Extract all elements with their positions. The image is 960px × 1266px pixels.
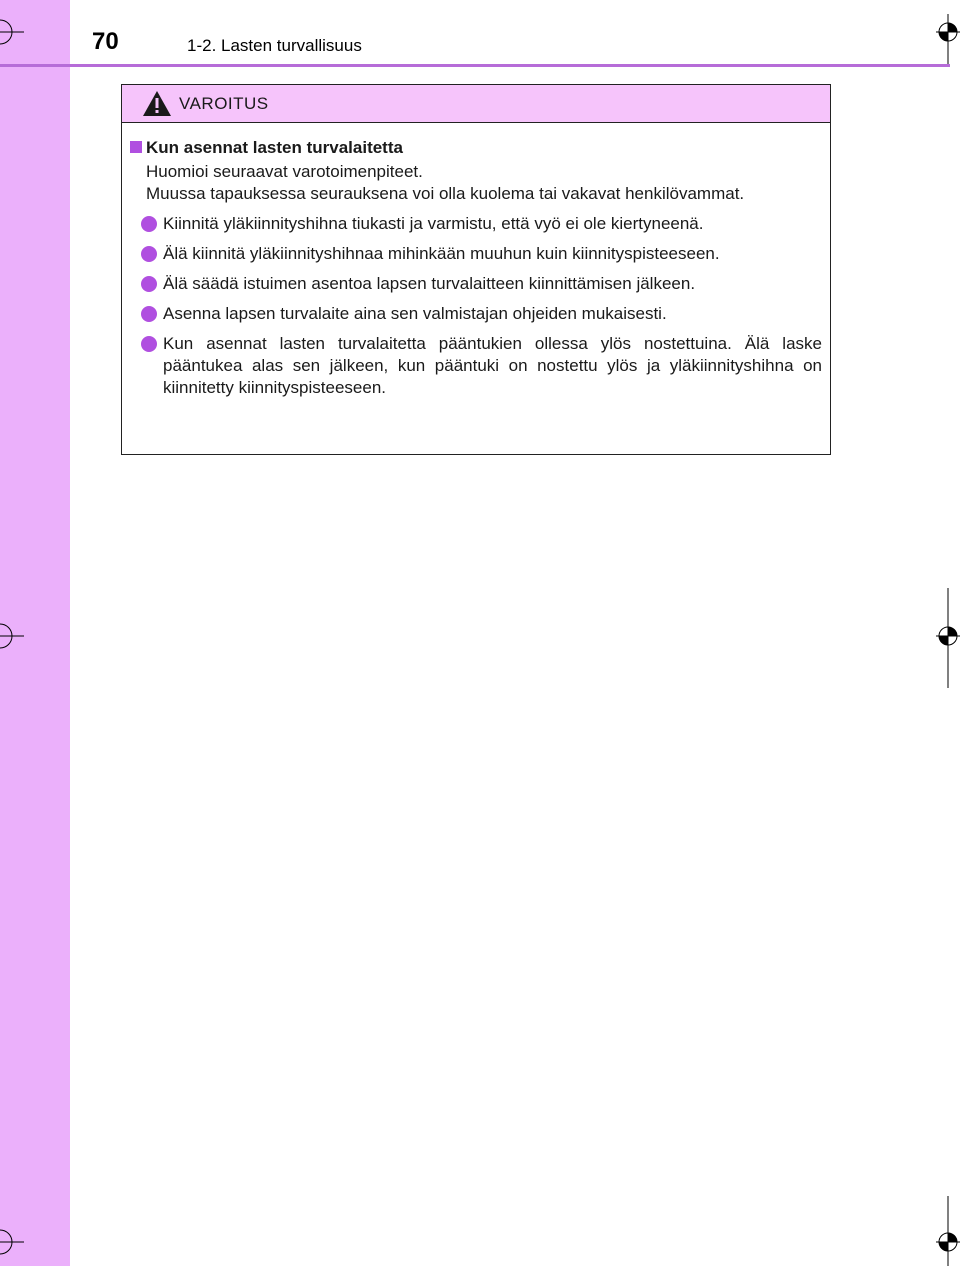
warning-box xyxy=(121,84,831,455)
list-item-text: Älä säädä istuimen asentoa lapsen turvalaitteen kiinnittämisen jälkeen. xyxy=(163,274,696,293)
registration-mark-icon xyxy=(936,14,960,64)
registration-mark-icon xyxy=(0,616,24,656)
round-bullet-icon xyxy=(141,216,157,232)
registration-mark-icon xyxy=(936,1196,960,1266)
warning-label: VAROITUS xyxy=(179,94,269,113)
warning-subheading xyxy=(122,137,830,159)
subheading-text: Kun asennat lasten turvalaitetta xyxy=(146,138,403,157)
warning-item-list xyxy=(122,213,830,399)
registration-mark-icon xyxy=(936,588,960,688)
list-item xyxy=(122,333,830,399)
warning-body xyxy=(122,123,830,399)
round-bullet-icon xyxy=(141,246,157,262)
registration-mark-icon xyxy=(0,1226,24,1266)
list-item xyxy=(122,273,830,295)
list-item-text: Älä kiinnitä yläkiinnityshihnaa mihinkään muuhun kuin kiinnityspisteeseen. xyxy=(163,244,720,263)
list-item xyxy=(122,303,830,325)
section-title: 1-2. Lasten turvallisuus xyxy=(187,36,362,55)
round-bullet-icon xyxy=(141,306,157,322)
warning-header xyxy=(122,85,830,123)
header-divider xyxy=(0,64,950,67)
registration-mark-icon xyxy=(0,14,24,50)
intro-line: Muussa tapauksessa seurauksena voi olla kuolema tai vakavat henkilövammat. xyxy=(146,184,745,203)
list-item-text: Kun asennat lasten turvalaitetta pääntukien ollessa ylös nostettuina. Älä laske pääntukea alas sen jälkeen, kun pääntuki on nostettu ylös ja yläkiinnityshihna on kiinnitetty kiinnityspisteeseen. xyxy=(163,334,822,397)
list-item-text: Kiinnitä yläkiinnityshihna tiukasti ja varmistu, että vyö ei ole kiertyneenä. xyxy=(163,214,704,233)
page-number: 70 xyxy=(92,28,119,55)
round-bullet-icon xyxy=(141,336,157,352)
list-item xyxy=(122,243,830,265)
warning-intro xyxy=(122,161,830,205)
list-item xyxy=(122,213,830,235)
intro-line: Huomioi seuraavat varotoimenpiteet. xyxy=(146,162,423,181)
round-bullet-icon xyxy=(141,276,157,292)
warning-triangle-icon xyxy=(142,90,172,117)
square-bullet-icon xyxy=(130,141,142,153)
list-item-text: Asenna lapsen turvalaite aina sen valmistajan ohjeiden mukaisesti. xyxy=(163,304,667,323)
